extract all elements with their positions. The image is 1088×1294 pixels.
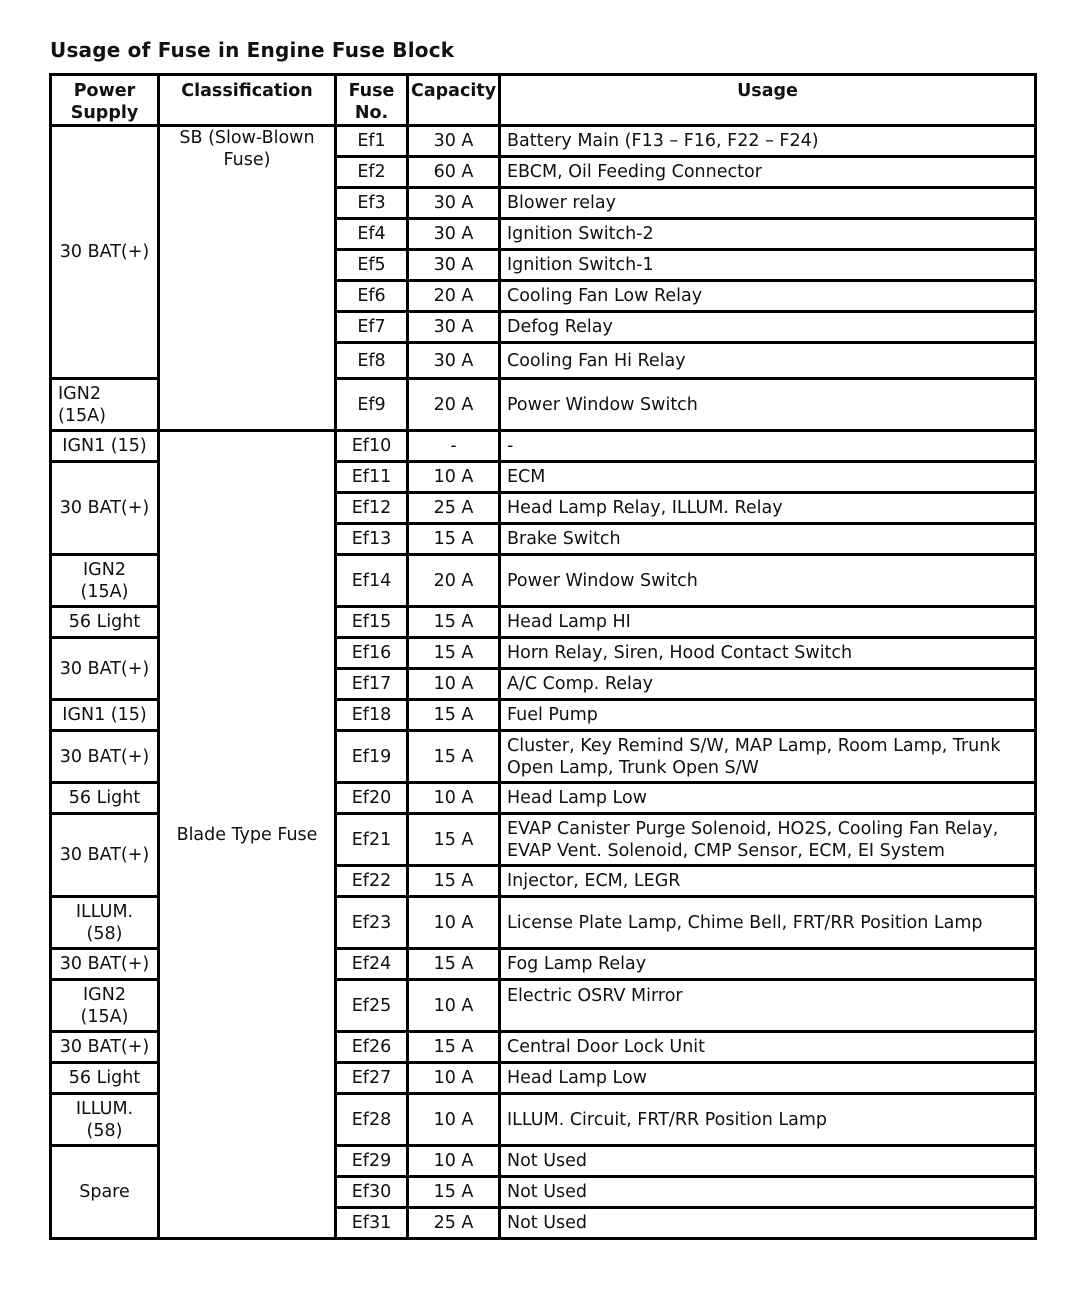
fuse-no-cell: Ef12	[337, 494, 409, 525]
capacity-cell: 20 A	[409, 282, 501, 313]
header-fuse-no: Fuse No.	[337, 76, 409, 127]
power-supply-cell: IGN2 (15A)	[52, 380, 160, 432]
classification-cell: SB (Slow-Blown Fuse)	[160, 127, 337, 432]
power-supply-cell: 30 BAT(+)	[52, 815, 160, 898]
usage-cell: Ignition Switch-1	[501, 251, 1037, 282]
power-supply-cell: 56 Light	[52, 784, 160, 815]
fuse-no-cell: Ef11	[337, 463, 409, 494]
usage-cell: Battery Main (F13 – F16, F22 – F24)	[501, 127, 1037, 158]
usage-cell: Head Lamp Low	[501, 784, 1037, 815]
header-classification: Classification	[160, 76, 337, 127]
capacity-cell: 15 A	[409, 525, 501, 556]
capacity-cell: 10 A	[409, 784, 501, 815]
capacity-cell: 20 A	[409, 380, 501, 432]
capacity-cell: 10 A	[409, 1064, 501, 1095]
fuse-no-cell: Ef18	[337, 701, 409, 732]
power-supply-cell: IGN1 (15)	[52, 432, 160, 463]
power-supply-cell: 30 BAT(+)	[52, 127, 160, 380]
power-supply-cell: IGN2 (15A)	[52, 981, 160, 1033]
usage-cell: ILLUM. Circuit, FRT/RR Position Lamp	[501, 1095, 1037, 1147]
usage-cell: Brake Switch	[501, 525, 1037, 556]
fuse-no-cell: Ef31	[337, 1209, 409, 1240]
usage-cell: License Plate Lamp, Chime Bell, FRT/RR Position Lamp	[501, 898, 1037, 950]
usage-cell: Fuel Pump	[501, 701, 1037, 732]
usage-cell: Cooling Fan Low Relay	[501, 282, 1037, 313]
fuse-no-cell: Ef13	[337, 525, 409, 556]
header-power-supply: Power Supply	[52, 76, 160, 127]
capacity-cell: 30 A	[409, 189, 501, 220]
power-supply-cell: Spare	[52, 1147, 160, 1240]
capacity-cell: 10 A	[409, 670, 501, 701]
usage-cell: Injector, ECM, LEGR	[501, 867, 1037, 898]
capacity-cell: 30 A	[409, 220, 501, 251]
fuse-no-cell: Ef30	[337, 1178, 409, 1209]
capacity-cell: 15 A	[409, 701, 501, 732]
usage-cell: Horn Relay, Siren, Hood Contact Switch	[501, 639, 1037, 670]
capacity-cell: 10 A	[409, 981, 501, 1033]
fuse-no-cell: Ef9	[337, 380, 409, 432]
usage-cell: Power Window Switch	[501, 380, 1037, 432]
fuse-no-cell: Ef28	[337, 1095, 409, 1147]
usage-cell: -	[501, 432, 1037, 463]
usage-cell: A/C Comp. Relay	[501, 670, 1037, 701]
fuse-no-cell: Ef6	[337, 282, 409, 313]
usage-cell: EVAP Canister Purge Solenoid, HO2S, Cooling Fan Relay, EVAP Vent. Solenoid, CMP Sensor, ECM, EI System	[501, 815, 1037, 867]
capacity-cell: 25 A	[409, 1209, 501, 1240]
capacity-cell: 30 A	[409, 313, 501, 344]
usage-cell: Not Used	[501, 1178, 1037, 1209]
usage-cell: Fog Lamp Relay	[501, 950, 1037, 981]
header-capacity: Capacity	[409, 76, 501, 127]
usage-cell: EBCM, Oil Feeding Connector	[501, 158, 1037, 189]
capacity-cell: 10 A	[409, 1147, 501, 1178]
usage-cell: Cooling Fan Hi Relay	[501, 344, 1037, 380]
capacity-cell: 15 A	[409, 867, 501, 898]
power-supply-cell: 30 BAT(+)	[52, 639, 160, 701]
fuse-no-cell: Ef25	[337, 981, 409, 1033]
fuse-no-cell: Ef2	[337, 158, 409, 189]
fuse-no-cell: Ef23	[337, 898, 409, 950]
usage-cell: Power Window Switch	[501, 556, 1037, 608]
fuse-no-cell: Ef8	[337, 344, 409, 380]
capacity-cell: 30 A	[409, 251, 501, 282]
usage-cell: Central Door Lock Unit	[501, 1033, 1037, 1064]
usage-cell: Ignition Switch-2	[501, 220, 1037, 251]
capacity-cell: 20 A	[409, 556, 501, 608]
fuse-no-cell: Ef17	[337, 670, 409, 701]
usage-cell: Electric OSRV Mirror	[501, 981, 1037, 1033]
usage-cell: Blower relay	[501, 189, 1037, 220]
capacity-cell: 15 A	[409, 950, 501, 981]
capacity-cell: 15 A	[409, 608, 501, 639]
capacity-cell: 15 A	[409, 1178, 501, 1209]
fuse-no-cell: Ef7	[337, 313, 409, 344]
power-supply-cell: 56 Light	[52, 608, 160, 639]
page-title: Usage of Fuse in Engine Fuse Block	[50, 38, 455, 62]
capacity-cell: 15 A	[409, 732, 501, 784]
usage-cell: ECM	[501, 463, 1037, 494]
capacity-cell: 10 A	[409, 463, 501, 494]
capacity-cell: 10 A	[409, 1095, 501, 1147]
fuse-no-cell: Ef4	[337, 220, 409, 251]
fuse-no-cell: Ef14	[337, 556, 409, 608]
usage-cell: Not Used	[501, 1147, 1037, 1178]
capacity-cell: 25 A	[409, 494, 501, 525]
power-supply-cell: ILLUM. (58)	[52, 1095, 160, 1147]
fuse-table	[49, 73, 1037, 1240]
capacity-cell: 15 A	[409, 815, 501, 867]
fuse-no-cell: Ef3	[337, 189, 409, 220]
fuse-no-cell: Ef10	[337, 432, 409, 463]
capacity-cell: 15 A	[409, 639, 501, 670]
capacity-cell: -	[409, 432, 501, 463]
usage-cell: Cluster, Key Remind S/W, MAP Lamp, Room Lamp, Trunk Open Lamp, Trunk Open S/W	[501, 732, 1037, 784]
fuse-no-cell: Ef19	[337, 732, 409, 784]
power-supply-cell: IGN1 (15)	[52, 701, 160, 732]
power-supply-cell: 30 BAT(+)	[52, 1033, 160, 1064]
fuse-no-cell: Ef21	[337, 815, 409, 867]
fuse-no-cell: Ef27	[337, 1064, 409, 1095]
fuse-no-cell: Ef24	[337, 950, 409, 981]
capacity-cell: 15 A	[409, 1033, 501, 1064]
header-row	[52, 76, 1037, 127]
fuse-no-cell: Ef1	[337, 127, 409, 158]
classification-cell: Blade Type Fuse	[160, 432, 337, 1240]
power-supply-cell: 30 BAT(+)	[52, 732, 160, 784]
usage-cell: Head Lamp HI	[501, 608, 1037, 639]
fuse-no-cell: Ef5	[337, 251, 409, 282]
capacity-cell: 60 A	[409, 158, 501, 189]
usage-cell: Defog Relay	[501, 313, 1037, 344]
power-supply-cell: 30 BAT(+)	[52, 463, 160, 556]
fuse-no-cell: Ef26	[337, 1033, 409, 1064]
header-usage: Usage	[501, 76, 1037, 127]
table-row	[52, 432, 1037, 463]
capacity-cell: 30 A	[409, 344, 501, 380]
fuse-no-cell: Ef15	[337, 608, 409, 639]
fuse-no-cell: Ef29	[337, 1147, 409, 1178]
fuse-no-cell: Ef22	[337, 867, 409, 898]
power-supply-cell: 56 Light	[52, 1064, 160, 1095]
capacity-cell: 30 A	[409, 127, 501, 158]
usage-cell: Head Lamp Relay, ILLUM. Relay	[501, 494, 1037, 525]
fuse-no-cell: Ef20	[337, 784, 409, 815]
capacity-cell: 10 A	[409, 898, 501, 950]
power-supply-cell: ILLUM. (58)	[52, 898, 160, 950]
power-supply-cell: IGN2 (15A)	[52, 556, 160, 608]
usage-cell: Not Used	[501, 1209, 1037, 1240]
fuse-no-cell: Ef16	[337, 639, 409, 670]
table-row	[52, 127, 1037, 158]
power-supply-cell: 30 BAT(+)	[52, 950, 160, 981]
usage-cell: Head Lamp Low	[501, 1064, 1037, 1095]
